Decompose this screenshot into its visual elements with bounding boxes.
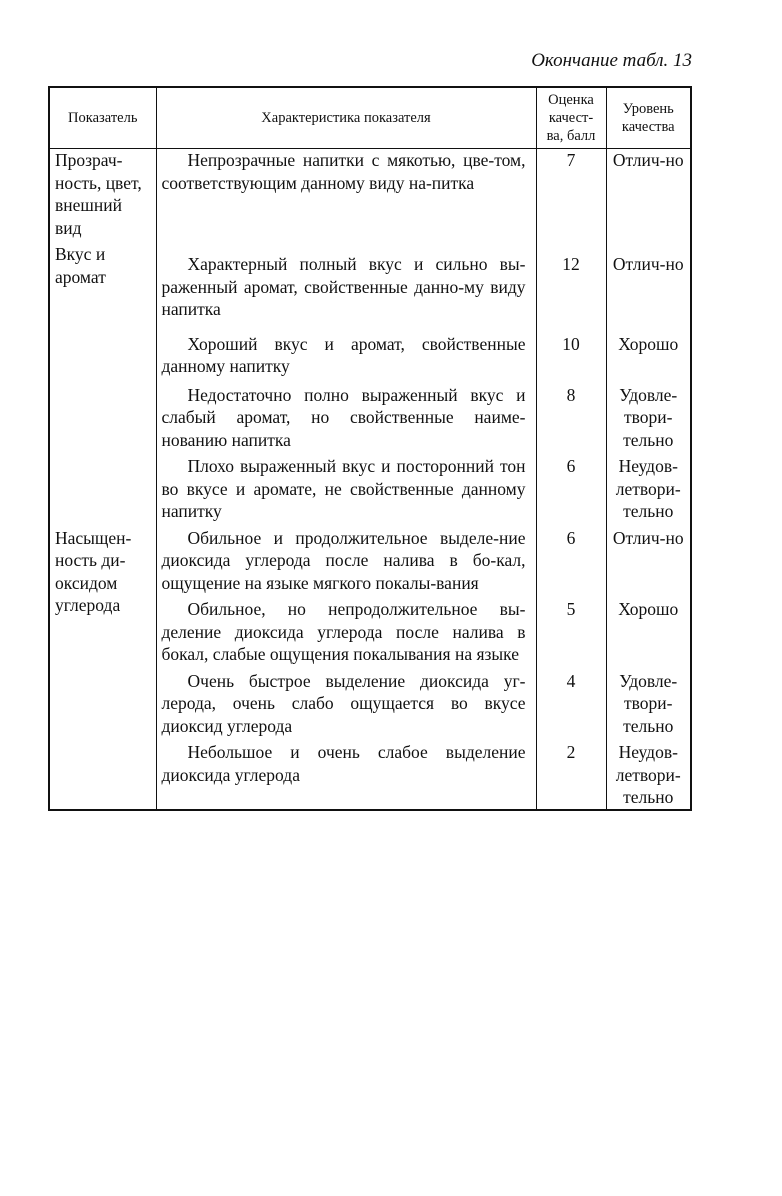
table-row	[49, 149, 691, 244]
table-header-row	[49, 87, 691, 149]
characteristic-cell: Плохо выраженный вкус и посторонний тон во вкусе и аромате, не свойственные данному напитку	[161, 456, 526, 521]
header-indicator: Показатель	[49, 87, 156, 149]
level-cell: Удовле-твори-тельно	[606, 380, 691, 454]
characteristic-cell: Недостаточно полно выраженный вкус и слабый аромат, но свойственные наиме-нованию напитка	[161, 384, 526, 450]
indicator-cell: Прозрач-ность, цвет, внешний вид	[49, 149, 156, 244]
quality-table	[48, 86, 692, 811]
level-cell: Хорошо	[606, 321, 691, 380]
score-cell: 5	[536, 596, 606, 668]
level-cell: Неудов-летвори-тельно	[606, 453, 691, 525]
level-cell: Удовле-твори-тельно	[606, 668, 691, 740]
table-row	[49, 525, 691, 597]
characteristic-cell: Хороший вкус и аромат, свойственные данному напитку	[161, 333, 526, 376]
score-cell: 2	[536, 739, 606, 810]
score-cell: 4	[536, 668, 606, 740]
table-caption: Окончание табл. 13	[531, 50, 692, 71]
score-cell: 7	[536, 149, 606, 244]
level-cell: Хорошо	[606, 596, 691, 668]
indicator-cell: Насыщен-ность ди-оксидом углерода	[49, 525, 156, 810]
characteristic-cell: Характерный полный вкус и сильно вы-раженный аромат, свойственные данно-му виду напитка	[161, 254, 526, 319]
level-cell: Отлич-но	[606, 525, 691, 597]
level-cell: Неудов-летвори-тельно	[606, 739, 691, 810]
score-cell: 8	[536, 380, 606, 454]
score-cell: 6	[536, 453, 606, 525]
header-score: Оценка качест-ва, балл	[536, 87, 606, 149]
score-cell: 10	[536, 321, 606, 380]
characteristic-cell: Обильное, но непродолжительное вы-деление диоксида углерода после налива в бокал, слабые ощущения покалывания на языке	[161, 599, 526, 664]
score-cell: 6	[536, 525, 606, 597]
indicator-cell: Вкус и аромат	[49, 243, 156, 525]
characteristic-cell: Обильное и продолжительное выделе-ние диоксида углерода после налива в бо-кал, ощущение на языке мягкого покалы-вания	[161, 527, 526, 593]
score-cell: 12	[536, 243, 606, 321]
characteristic-cell: Очень быстрое выделение диоксида уг-лерода, очень слабо ощущается во вкусе диоксид углерода	[161, 670, 526, 736]
table-row	[49, 243, 691, 321]
header-characteristic: Характеристика показателя	[156, 87, 536, 149]
header-level: Уровень качества	[606, 87, 691, 149]
level-cell: Отлич-но	[606, 243, 691, 321]
characteristic-cell: Небольшое и очень слабое выделение диоксида углерода	[161, 742, 526, 785]
level-cell: Отлич-но	[606, 149, 691, 244]
characteristic-cell: Непрозрачные напитки с мякотью, цве-том, соответствующим данному виду на-питка	[161, 150, 526, 193]
